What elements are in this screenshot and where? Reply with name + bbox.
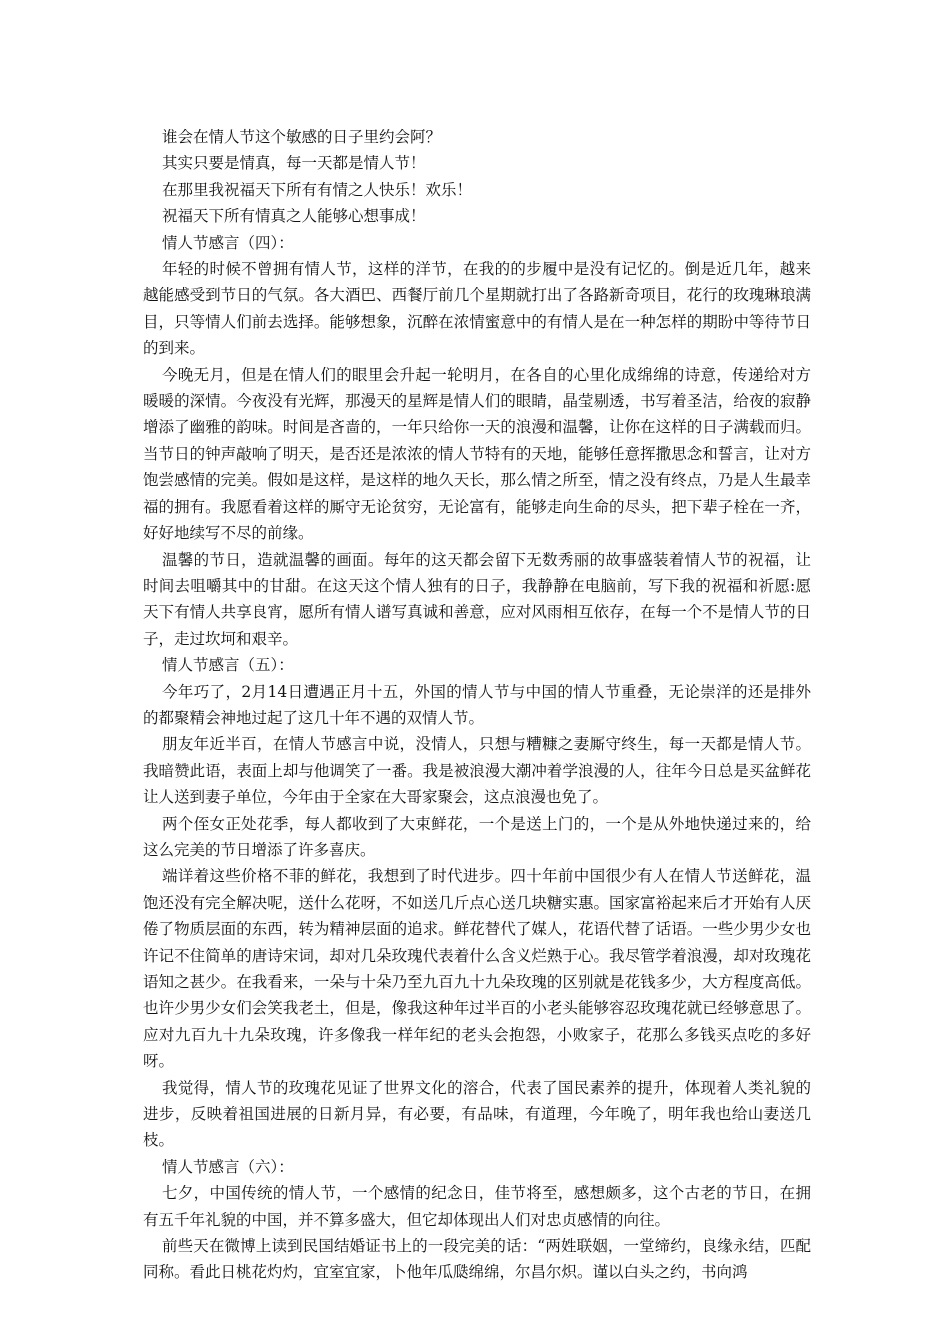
section-5-paragraph-3: 两个侄女正处花季，每人都收到了大束鲜花，一个是送上门的，一个是从外地快递过来的，给这么完美的节日增添了许多喜庆。 (143, 814, 811, 859)
intro-line-3: 在那里我祝福天下所有有情之人快乐！欢乐！ (162, 180, 473, 199)
section-5-heading: 情人节感言（五）： (162, 656, 294, 675)
section-5-paragraph-2: 朋友年近半百，在情人节感言中说，没情人，只想与糟糠之妻厮守终生，每一天都是情人节。我暗赞此语，表面上却与他调笑了一番。我是被浪漫大潮冲着学浪漫的人，往年今日总是买盆鲜花让人送到妻子单位，今年由于全家在大哥家聚会，这点浪漫也免了。 (143, 735, 811, 807)
section-4-heading: 情人节感言（四）： (162, 233, 294, 252)
section-4-paragraph-1: 年轻的时候不曾拥有情人节，这样的洋节，在我的的步履中是没有记忆的。倒是近几年，越来越能感受到节日的气氛。各大酒巴、西餐厅前几个星期就打出了各路新奇项目，花行的玫瑰琳琅满目，只等情人们前去选择。能够想象，沉醉在浓情蜜意中的有情人是在一种怎样的期盼中等待节日的到来。 (143, 260, 811, 358)
section-6-paragraph-1: 七夕，中国传统的情人节，一个感情的纪念日，佳节将至，感想颇多，这个古老的节日，在拥有五千年礼貌的中国，并不算多盛大，但它却体现出人们对忠贞感情的向往。 (143, 1184, 811, 1229)
section-4-paragraph-3: 温馨的节日，造就温馨的画面。每年的这天都会留下无数秀丽的故事盛装着情人节的祝福，让时间去咀嚼其中的甘甜。在这天这个情人独有的日子，我静静在电脑前，写下我的祝福和祈愿:愿天下有情人共享良宵，愿所有情人谱写真诚和善意，应对风雨相互依存，在每一个不是情人节的日子，走过坎坷和艰辛。 (143, 550, 811, 648)
intro-line-1: 谁会在情人节这个敏感的日子里约会阿？ (162, 128, 442, 146)
intro-line-2: 其实只要是情真，每一天都是情人节！ (162, 154, 426, 173)
section-6-paragraph-2: 前些天在微博上读到民国结婚证书上的一段完美的话：“两姓联姻，一堂缔约，良缘永结，匹配同称。看此日桃花灼灼，宜室宜家，卜他年瓜瓞绵绵，尔昌尔炽。谨以白头之约，书向鸿 (143, 1237, 811, 1282)
section-6-heading: 情人节感言（六）： (162, 1157, 294, 1176)
section-5-paragraph-4: 端详着这些价格不菲的鲜花，我想到了时代进步。四十年前中国很少有人在情人节送鲜花，温饱还没有完全解决呢，送什么花呀，不如送几斤点心送几块糖实惠。国家富裕起来后才开始有人厌倦了物质层面的东西，转为精神层面的追求。鲜花替代了媒人，花语代替了话语。一些少男少女也许记不住简单的唐诗宋词，却对几朵玫瑰代表着什么含义烂熟于心。我尽管学着浪漫，却对玫瑰花语知之甚少。在我看来，一朵与十朵乃至九百九十九朵玫瑰的区别就是花钱多少，大方程度高低。也许少男少女们会笑我老土，但是，像我这种年过半百的小老头能够容忍玫瑰花就已经够意思了。应对九百九十九朵玫瑰，许多像我一样年纪的老头会抱怨，小败家子，花那么多钱买点吃的多好呀。 (143, 867, 811, 1071)
section-5-paragraph-1: 今年巧了，2月14日遭遇正月十五，外国的情人节与中国的情人节重叠，无论崇洋的还是排外的都聚精会神地过起了这几十年不遇的双情人节。 (143, 682, 811, 727)
document-page (143, 124, 811, 1286)
section-4-paragraph-2: 今晚无月，但是在情人们的眼里会升起一轮明月，在各自的心里化成绵绵的诗意，传递给对方暖暖的深情。今夜没有光辉，那漫天的星辉是情人们的眼睛，晶莹剔透，书写着圣洁，给夜的寂静增添了幽雅的韵味。时间是吝啬的，一年只给你一天的浪漫和温馨，让你在这样的日子满载而归。当节日的钟声敲响了明天，是否还是浓浓的情人节特有的天地，能够任意挥撒思念和誓言，让对方饱尝感情的完美。假如是这样，是这样的地久天长，那么情之所至，情之没有终点，乃是人生最幸福的拥有。我愿看着这样的厮守无论贫穷，无论富有，能够走向生命的尽头，把下辈子栓在一齐，好好地续写不尽的前缘。 (143, 365, 811, 543)
section-5-paragraph-5: 我觉得，情人节的玫瑰花见证了世界文化的溶合，代表了国民素养的提升，体现着人类礼貌的进步，反映着祖国进展的日新月异，有必要，有品味，有道理，今年晚了，明年我也给山妻送几枝。 (143, 1078, 811, 1150)
intro-line-4: 祝福天下所有情真之人能够心想事成！ (162, 207, 426, 226)
